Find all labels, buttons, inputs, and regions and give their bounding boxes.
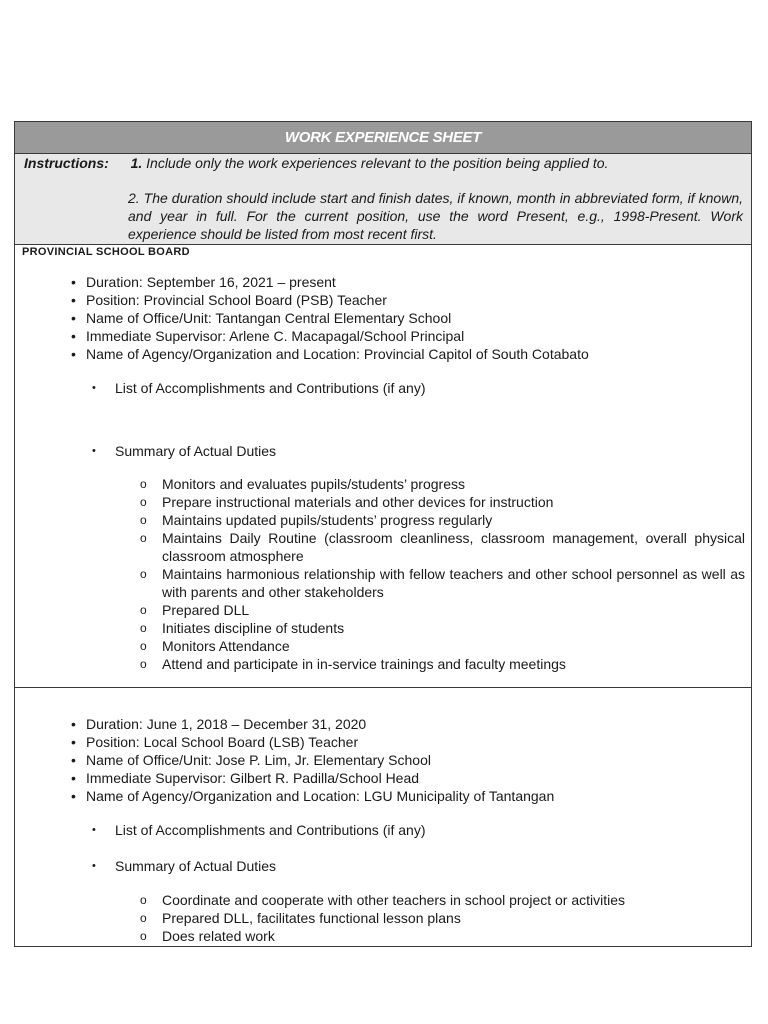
duty-item: o Coordinate and cooperate with other teachers in school project or activities <box>162 891 745 909</box>
organization-heading: PROVINCIAL SCHOOL BOARD <box>22 246 190 258</box>
duties-label: • Summary of Actual Duties <box>115 442 276 460</box>
duty-item: o Initiates discipline of students <box>162 619 745 637</box>
instruction-item-1 <box>24 155 608 171</box>
detail-item: • Immediate Supervisor: Gilbert R. Padilla/School Head <box>86 769 554 787</box>
duty-item: o Maintains harmonious relationship with fellow teachers and other school personnel as well as with parents and other stakeholders <box>162 565 745 601</box>
detail-item: • Immediate Supervisor: Arlene C. Macapagal/School Principal <box>86 327 589 345</box>
instructions-label: Instructions: <box>24 155 109 171</box>
instruction-1-text: Include only the work experiences relevant to the position being applied to. <box>142 155 609 171</box>
duties-label: • Summary of Actual Duties <box>115 857 276 875</box>
duty-item: o Maintains Daily Routine (classroom cleanliness, classroom management, overall physical classroom atmosphere <box>162 529 745 565</box>
detail-item: • Position: Provincial School Board (PSB) Teacher <box>86 291 589 309</box>
duty-item: o Prepared DLL, facilitates functional lesson plans <box>162 909 745 927</box>
experience-1-duties <box>162 475 745 673</box>
work-experience-sheet <box>14 121 752 947</box>
accomplishments-label: • List of Accomplishments and Contributions (if any) <box>115 821 425 839</box>
experience-entry-2 <box>15 688 751 946</box>
title-bar <box>15 122 751 154</box>
detail-item: • Name of Office/Unit: Tantangan Central Elementary School <box>86 309 589 327</box>
experience-2-details <box>86 715 554 805</box>
sheet-title: WORK EXPERIENCE SHEET <box>284 129 482 146</box>
duty-item: o Does related work <box>162 927 745 945</box>
experience-1-details <box>86 273 589 363</box>
detail-item: • Name of Agency/Organization and Location: Provincial Capitol of South Cotabato <box>86 345 589 363</box>
duty-item: o Monitors and evaluates pupils/students’ progress <box>162 475 745 493</box>
duty-item: o Prepare instructional materials and other devices for instruction <box>162 493 745 511</box>
duty-item: o Monitors Attendance <box>162 637 745 655</box>
detail-item: • Position: Local School Board (LSB) Teacher <box>86 733 554 751</box>
experience-entry-1 <box>15 245 751 688</box>
duty-item: o Attend and participate in in-service trainings and faculty meetings <box>162 655 745 673</box>
detail-item: • Name of Agency/Organization and Location: LGU Municipality of Tantangan <box>86 787 554 805</box>
instruction-item-2: 2. The duration should include start and finish dates, if known, month in abbreviated form, if known, and year in full. For the current position, use the word Present, e.g., 1998-Present. Work experience should be listed from most recent first. <box>128 190 743 242</box>
instructions-block <box>15 154 751 245</box>
detail-item: • Name of Office/Unit: Jose P. Lim, Jr. Elementary School <box>86 751 554 769</box>
instruction-1-number: 1. <box>130 155 143 171</box>
duty-item: o Prepared DLL <box>162 601 745 619</box>
detail-item: • Duration: September 16, 2021 – present <box>86 273 589 291</box>
accomplishments-label: • List of Accomplishments and Contributions (if any) <box>115 379 425 397</box>
experience-2-duties <box>162 891 745 945</box>
duty-item: o Maintains updated pupils/students’ progress regularly <box>162 511 745 529</box>
detail-item: • Duration: June 1, 2018 – December 31, 2020 <box>86 715 554 733</box>
